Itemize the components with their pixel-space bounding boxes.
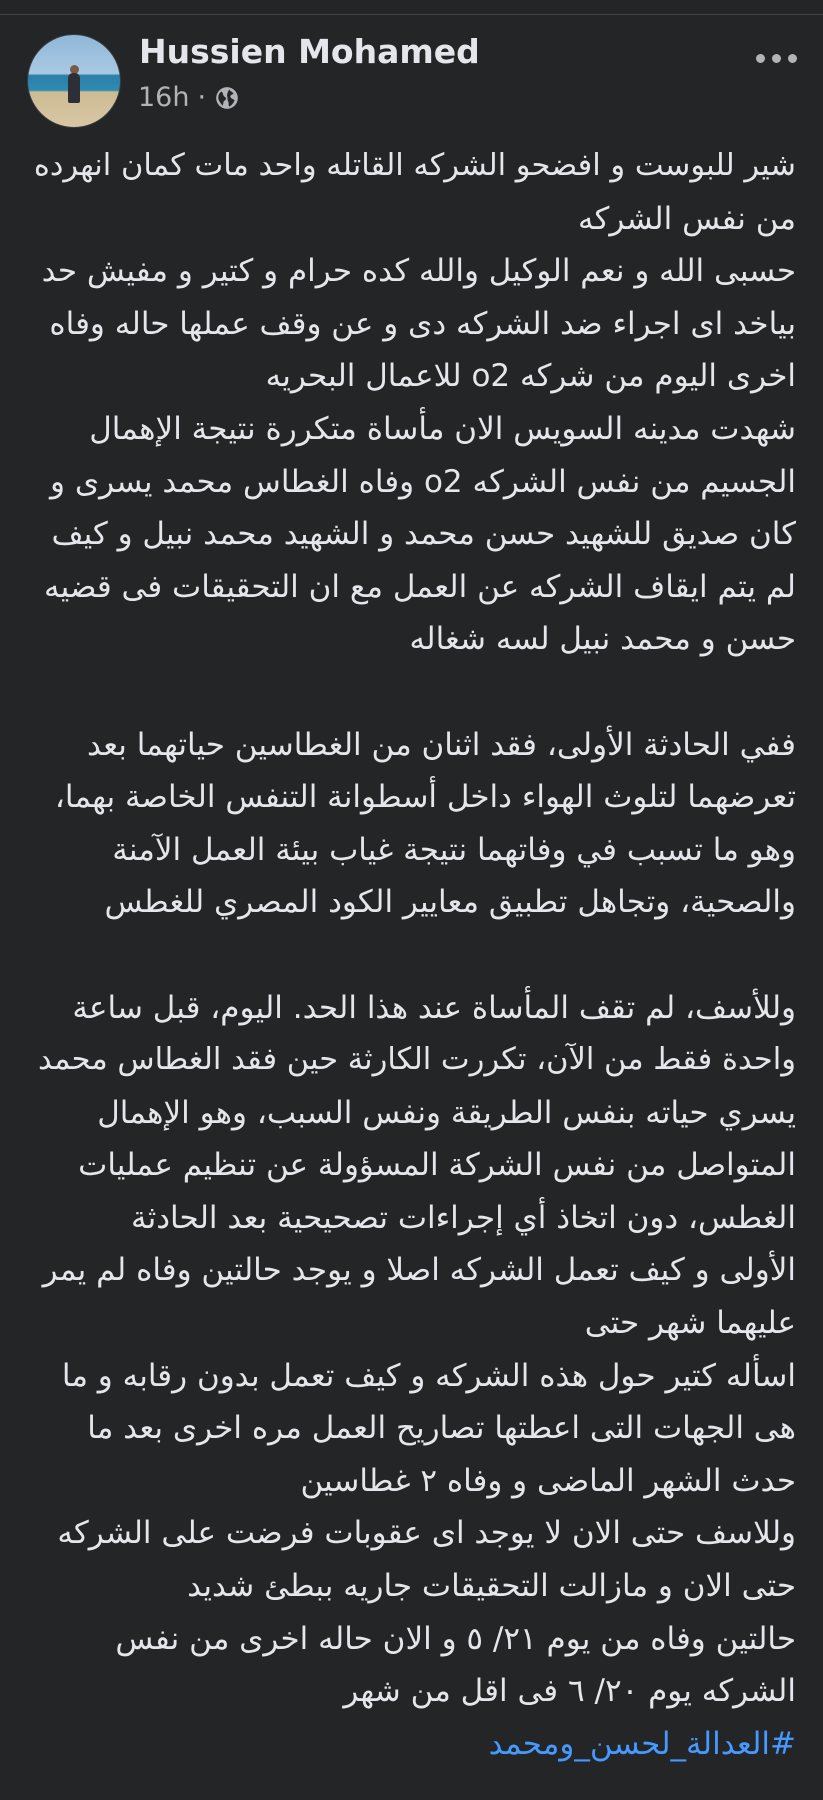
post-line: شير للبوست و افضحو الشركه القاتله واحد مات كمان انهرده <box>33 148 796 183</box>
paragraph-gap <box>30 666 796 719</box>
more-dot <box>788 54 797 63</box>
post-line: واحدة فقط من الآن، تكررت الكارثة حين فقد الغطاس محمد <box>38 1042 796 1078</box>
post-line: الشركه يوم ٢٠/ ٦ فى اقل من شهر <box>343 1673 796 1710</box>
avatar-person-body <box>68 73 80 103</box>
post-line: حتى الان و مازالت التحقيقات جاريه ببطئ شديد <box>187 1568 796 1605</box>
post-line: الأولى و كيف تعمل الشركه اصلا و يوجد حالتين وفاه لم يمر <box>42 1252 796 1289</box>
hashtag-line <box>30 1718 796 1771</box>
top-divider <box>0 0 823 15</box>
post-line: حالتين وفاه من يوم ٢١/ ٥ و الان حاله اخرى من نفس <box>115 1620 796 1657</box>
post-meta <box>138 82 240 113</box>
post-line: ففي الحادثة الأولى، فقد اثنان من الغطاسين حياتهما بعد <box>87 726 796 763</box>
post-line: بياخد اى اجراء ضد الشركه دى و عن وقف عملها حاله وفاه <box>49 305 796 342</box>
post-time[interactable]: 16h <box>138 82 190 113</box>
post-line: حسبى الله و نعم الوكيل والله كده حرام و كتير و مفيش حد <box>41 253 796 290</box>
post-line: كان صديق للشهيد حسن محمد و الشهيد محمد نبيل و كيف <box>51 516 796 553</box>
post-line: عليهما شهر حتى <box>584 1305 796 1342</box>
post-line: المتواصل من نفس الشركة المسؤولة عن تنظيم عمليات <box>78 1147 796 1184</box>
post-line: تعرضهما لتلوث الهواء داخل أسطوانة التنفس الخاصة بهما، <box>54 779 796 816</box>
more-options-icon[interactable] <box>756 48 804 68</box>
avatar[interactable] <box>27 34 121 128</box>
more-dot <box>756 54 765 63</box>
post-line: وللاسف حتى الان لا يوجد اى عقوبات فرضت على الشركه <box>57 1515 796 1552</box>
post-line: حسن و محمد نبيل لسه شغاله <box>409 621 796 658</box>
post-line: الجسيم من نفس الشركه o2 وفاه الغطاس محمد يسرى و <box>50 463 796 500</box>
post-line: الغطس، دون اتخاذ أي إجراءات تصحيحية بعد الحادثة <box>130 1199 796 1236</box>
post-line: لم يتم ايقاف الشركه عن العمل مع ان التحقيقات فى قضيه <box>43 568 796 605</box>
post-line: اخرى اليوم من شركه o2 للاعمال البحريه <box>265 358 796 395</box>
globe-icon[interactable] <box>214 85 240 111</box>
post-body <box>30 140 796 1770</box>
post-line: حدث الشهر الماضى و وفاه ٢ غطاسين <box>300 1462 796 1499</box>
hashtag-link[interactable]: #العدالة_لحسن_ومحمد <box>488 1725 796 1762</box>
author-name[interactable]: Hussien Mohamed <box>139 32 480 71</box>
post-line: اسأله كتير حول هذه الشركه و كيف تعمل بدون رقابه و ما <box>61 1357 796 1394</box>
post-line: والصحية، وتجاهل تطبيق معايير الكود المصري للغطس <box>104 884 796 921</box>
post-line: هى الجهات التى اعطتها تصاريح العمل مره اخرى بعد ما <box>87 1410 796 1447</box>
meta-separator: · <box>197 82 207 113</box>
post-header <box>0 14 823 134</box>
post-line: من نفس الشركه <box>578 200 796 237</box>
more-dot <box>772 54 781 63</box>
post-line: يسري حياته بنفس الطريقة ونفس السبب، وهو الإهمال <box>97 1094 796 1131</box>
post-line: شهدت مدينه السويس الان مأساة متكررة نتيجة الإهمال <box>89 410 796 447</box>
post-line: وللأسف، لم تقف المأساة عند هذا الحد. اليوم، قبل ساعة <box>72 989 796 1026</box>
post-line: وهو ما تسبب في وفاتهما نتيجة غياب بيئة العمل الآمنة <box>112 831 796 868</box>
paragraph-gap <box>30 929 796 982</box>
